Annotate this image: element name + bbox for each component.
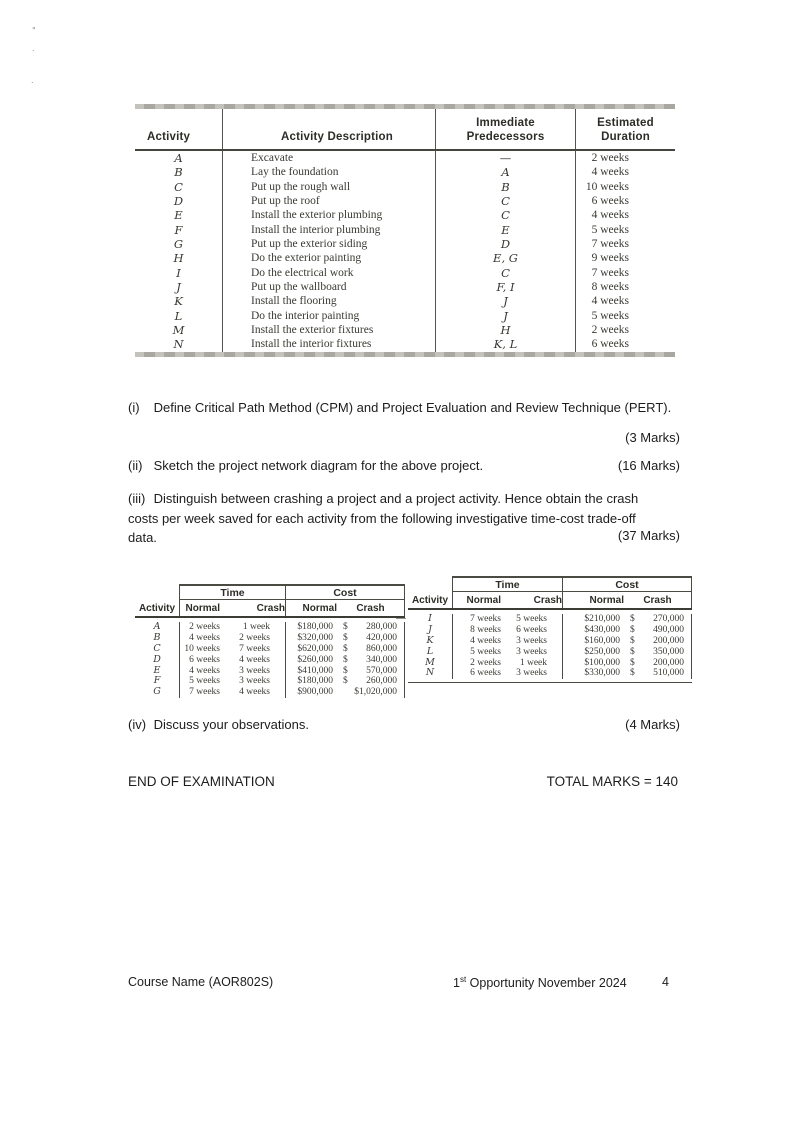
group-header-row bbox=[408, 576, 692, 592]
time-normal-cell: 6 weeks bbox=[452, 668, 508, 679]
table-row bbox=[135, 280, 675, 294]
description-cell: Do the interior painting bbox=[222, 309, 435, 323]
scan-speck: " bbox=[32, 26, 36, 35]
description-cell: Put up the exterior siding bbox=[222, 237, 435, 251]
table-row bbox=[408, 647, 692, 658]
cost-crash-value: 860,000 bbox=[366, 643, 397, 654]
time-crash-cell: 5 weeks bbox=[516, 614, 547, 624]
header-predecessors bbox=[435, 109, 575, 149]
time-normal-cell: 5 weeks bbox=[179, 676, 227, 687]
cost-normal-cell: $180,000 bbox=[285, 676, 337, 687]
time-crash-cell: 4 weeks bbox=[239, 687, 270, 698]
table-row bbox=[408, 668, 692, 679]
predecessors-cell: H bbox=[435, 323, 575, 337]
description-cell: Lay the foundation bbox=[222, 165, 435, 179]
time-crash-cell: 3 weeks bbox=[239, 676, 270, 687]
table-row bbox=[135, 151, 675, 165]
table-row bbox=[135, 655, 405, 666]
activity-cell: B bbox=[174, 165, 183, 180]
header-label: Activity Description bbox=[281, 131, 393, 143]
header-cost-crash: Crash bbox=[624, 592, 692, 608]
header-time-crash: Crash bbox=[533, 595, 562, 606]
group-time: Time bbox=[179, 584, 285, 600]
dollar-sign: $ bbox=[343, 676, 348, 687]
activity-cell: G bbox=[173, 237, 184, 252]
cost-crash-value: 200,000 bbox=[653, 657, 684, 668]
cost-crash-cell bbox=[337, 633, 405, 644]
total-marks-text: TOTAL MARKS = 140 bbox=[546, 774, 678, 789]
activity-cell: M bbox=[425, 656, 435, 668]
question-iv bbox=[128, 717, 309, 732]
group-cost: Cost bbox=[285, 584, 405, 600]
time-crash-cell: 3 weeks bbox=[516, 635, 547, 646]
activity-cell: C bbox=[153, 642, 161, 654]
time-normal-cell: 8 weeks bbox=[452, 625, 508, 636]
group-spacer bbox=[408, 576, 452, 592]
duration-cell: 6 weeks bbox=[575, 194, 675, 208]
header-label: Activity bbox=[147, 131, 191, 143]
header-time-normal: Normal bbox=[452, 592, 508, 608]
dollar-sign: $ bbox=[630, 668, 635, 679]
description-cell: Excavate bbox=[222, 151, 435, 165]
description-cell: Put up the roof bbox=[222, 194, 435, 208]
activity-cell: J bbox=[176, 280, 181, 295]
activity-cell: N bbox=[173, 337, 184, 352]
crash-table-left bbox=[135, 584, 405, 698]
table-row bbox=[135, 194, 675, 208]
activity-cell: F bbox=[153, 675, 161, 687]
time-normal-cell: 2 weeks bbox=[452, 658, 508, 669]
header-cost-normal: Normal bbox=[562, 592, 624, 608]
activity-cell: K bbox=[174, 294, 183, 309]
cost-normal-cell: $900,000 bbox=[285, 687, 337, 698]
description-cell: Do the electrical work bbox=[222, 266, 435, 280]
time-crash-cell: 6 weeks bbox=[516, 624, 547, 635]
question-label: (iv) bbox=[128, 717, 147, 732]
end-of-examination-text: END OF EXAMINATION bbox=[128, 774, 275, 789]
cost-normal-cell: $410,000 bbox=[285, 666, 337, 677]
cost-normal-cell: $260,000 bbox=[285, 655, 337, 666]
question-label: (iii) bbox=[128, 491, 146, 506]
predecessors-cell: E, G bbox=[435, 251, 575, 265]
group-header-row bbox=[135, 584, 405, 600]
question-iii bbox=[128, 489, 638, 548]
table-row bbox=[135, 622, 405, 633]
opportunity-number: 1 bbox=[453, 976, 460, 991]
table-row bbox=[135, 237, 675, 251]
cost-crash-value: $1,020,000 bbox=[354, 687, 397, 698]
time-normal-cell: 4 weeks bbox=[452, 636, 508, 647]
question-label: (i) bbox=[128, 400, 140, 415]
activity-cell: A bbox=[174, 151, 183, 165]
dollar-sign: $ bbox=[630, 614, 635, 624]
question-line: data. bbox=[128, 530, 157, 545]
header-activity bbox=[135, 109, 222, 149]
table-row bbox=[135, 633, 405, 644]
crash-table-right-body bbox=[408, 610, 692, 683]
predecessors-cell: J bbox=[435, 294, 575, 308]
cost-crash-value: 420,000 bbox=[366, 632, 397, 643]
cost-crash-value: 260,000 bbox=[366, 676, 397, 687]
dollar-sign: $ bbox=[343, 632, 348, 643]
sub-header-row bbox=[408, 592, 692, 610]
dollar-sign: $ bbox=[630, 624, 635, 635]
table-row bbox=[135, 294, 675, 308]
precedence-table-header bbox=[135, 109, 675, 151]
crash-table-left-body bbox=[135, 618, 405, 698]
scan-dash-artifact: — bbox=[396, 613, 406, 624]
sub-header-row bbox=[135, 600, 405, 618]
time-normal-cell: 7 weeks bbox=[452, 614, 508, 625]
dollar-sign: $ bbox=[630, 646, 635, 657]
table-row bbox=[408, 658, 692, 669]
duration-cell: 4 weeks bbox=[575, 294, 675, 308]
question-line: costs per week saved for each activity from the following investigative time-cost trade-off bbox=[128, 510, 636, 526]
table-row bbox=[135, 223, 675, 237]
table-row bbox=[135, 251, 675, 265]
predecessors-cell: D bbox=[435, 237, 575, 251]
duration-cell: 5 weeks bbox=[575, 223, 675, 237]
activity-cell: G bbox=[153, 686, 161, 698]
table-row bbox=[135, 687, 405, 698]
table-row bbox=[135, 266, 675, 280]
time-crash-cell: 1 week bbox=[242, 622, 270, 632]
cost-crash-cell bbox=[337, 676, 405, 687]
table-row bbox=[135, 165, 675, 179]
header-label: Predecessors bbox=[466, 131, 545, 143]
activity-cell: M bbox=[172, 323, 185, 338]
cost-normal-cell: $210,000 bbox=[562, 614, 624, 625]
predecessors-cell: J bbox=[435, 309, 575, 323]
group-time: Time bbox=[452, 576, 562, 592]
footer-opportunity bbox=[453, 975, 627, 990]
description-cell: Install the exterior plumbing bbox=[222, 208, 435, 222]
cost-normal-cell: $250,000 bbox=[562, 647, 624, 658]
header-activity: Activity bbox=[411, 595, 449, 606]
duration-cell: 8 weeks bbox=[575, 280, 675, 294]
predecessors-cell: — bbox=[435, 151, 575, 165]
dollar-sign: $ bbox=[343, 665, 348, 676]
time-normal-cell: 6 weeks bbox=[179, 655, 227, 666]
duration-cell: 9 weeks bbox=[575, 251, 675, 265]
time-crash-cell: 7 weeks bbox=[239, 643, 270, 654]
table-bottom-rule bbox=[135, 352, 675, 357]
dollar-sign: $ bbox=[343, 622, 348, 632]
activity-cell: E bbox=[174, 208, 183, 223]
cost-crash-value: 200,000 bbox=[653, 635, 684, 646]
question-line bbox=[128, 489, 638, 509]
cost-crash-value: 280,000 bbox=[366, 622, 397, 632]
activity-cell: L bbox=[426, 645, 434, 657]
table-row bbox=[135, 337, 675, 351]
header-cost-normal: Normal bbox=[285, 600, 337, 616]
activity-cell: I bbox=[428, 613, 432, 624]
dollar-sign: $ bbox=[343, 643, 348, 654]
time-crash-cell: 4 weeks bbox=[239, 654, 270, 665]
duration-cell: 6 weeks bbox=[575, 337, 675, 351]
duration-cell: 2 weeks bbox=[575, 151, 675, 165]
cost-crash-cell bbox=[624, 647, 692, 658]
predecessors-cell: A bbox=[435, 165, 575, 179]
cost-crash-cell bbox=[337, 644, 405, 655]
activity-cell: D bbox=[153, 653, 161, 665]
table-row bbox=[135, 666, 405, 677]
cost-crash-cell bbox=[337, 622, 405, 633]
duration-cell: 5 weeks bbox=[575, 309, 675, 323]
time-normal-cell: 5 weeks bbox=[452, 647, 508, 658]
cost-crash-value: 340,000 bbox=[366, 654, 397, 665]
header-time-normal: Normal bbox=[179, 600, 227, 616]
time-crash-cell: 1 week bbox=[519, 657, 547, 668]
predecessors-cell: E bbox=[435, 223, 575, 237]
activity-cell: D bbox=[173, 194, 184, 209]
table-row bbox=[135, 323, 675, 337]
activity-cell: C bbox=[174, 179, 183, 194]
marks-q1: (3 Marks) bbox=[625, 430, 680, 445]
table-row bbox=[408, 614, 692, 625]
cost-normal-cell: $430,000 bbox=[562, 625, 624, 636]
cost-crash-value: 270,000 bbox=[653, 614, 684, 624]
header-label: Estimated bbox=[597, 117, 654, 129]
time-crash-cell: 3 weeks bbox=[516, 668, 547, 679]
cost-crash-cell bbox=[337, 655, 405, 666]
header-description bbox=[222, 109, 435, 149]
predecessors-cell: C bbox=[435, 194, 575, 208]
cost-normal-cell: $180,000 bbox=[285, 622, 337, 633]
table-row bbox=[135, 644, 405, 655]
activity-cell: F bbox=[174, 222, 183, 237]
question-ii bbox=[128, 458, 483, 473]
predecessors-cell: C bbox=[435, 266, 575, 280]
scan-speck: . bbox=[32, 44, 35, 53]
cost-crash-cell bbox=[337, 687, 405, 698]
dollar-sign: $ bbox=[630, 635, 635, 646]
table-row bbox=[408, 625, 692, 636]
predecessors-cell: B bbox=[435, 180, 575, 194]
footer-course-name: Course Name (AOR802S) bbox=[128, 975, 274, 989]
description-cell: Install the interior plumbing bbox=[222, 223, 435, 237]
question-text: Define Critical Path Method (CPM) and Project Evaluation and Review Technique (PERT). bbox=[153, 400, 672, 415]
marks-q3: (37 Marks) bbox=[617, 528, 680, 543]
activity-cell: A bbox=[153, 621, 161, 632]
cost-crash-cell bbox=[624, 625, 692, 636]
duration-cell: 7 weeks bbox=[575, 266, 675, 280]
cost-normal-cell: $330,000 bbox=[562, 668, 624, 679]
duration-cell: 7 weeks bbox=[575, 237, 675, 251]
cost-crash-value: 490,000 bbox=[653, 624, 684, 635]
time-normal-cell: 4 weeks bbox=[179, 633, 227, 644]
marks-q2: (16 Marks) bbox=[617, 458, 680, 473]
description-cell: Put up the rough wall bbox=[222, 180, 435, 194]
cost-crash-cell bbox=[337, 666, 405, 677]
cost-normal-cell: $320,000 bbox=[285, 633, 337, 644]
table-row bbox=[135, 180, 675, 194]
header-duration bbox=[575, 109, 675, 149]
opportunity-text: Opportunity November 2024 bbox=[466, 976, 627, 991]
header-label: Immediate bbox=[476, 117, 535, 129]
cost-normal-cell: $100,000 bbox=[562, 658, 624, 669]
footer-page-number: 4 bbox=[662, 975, 669, 989]
table-row bbox=[135, 208, 675, 222]
cost-normal-cell: $160,000 bbox=[562, 636, 624, 647]
predecessors-cell: F, I bbox=[435, 280, 575, 294]
time-crash-cell: 3 weeks bbox=[516, 646, 547, 657]
header-time-crash: Crash bbox=[256, 603, 285, 614]
time-normal-cell: 4 weeks bbox=[179, 666, 227, 677]
cost-crash-cell bbox=[624, 658, 692, 669]
activity-cell: B bbox=[153, 631, 161, 643]
group-cost: Cost bbox=[562, 576, 692, 592]
cost-normal-cell: $620,000 bbox=[285, 644, 337, 655]
header-activity: Activity bbox=[138, 603, 176, 614]
opportunity-ordinal: st bbox=[459, 975, 467, 984]
description-cell: Do the exterior painting bbox=[222, 251, 435, 265]
time-crash-cell: 3 weeks bbox=[239, 665, 270, 676]
table-row bbox=[135, 309, 675, 323]
question-text: Discuss your observations. bbox=[153, 717, 309, 732]
cost-crash-cell bbox=[624, 614, 692, 625]
description-cell: Install the flooring bbox=[222, 294, 435, 308]
duration-cell: 4 weeks bbox=[575, 165, 675, 179]
activity-cell: N bbox=[425, 667, 435, 679]
description-cell: Install the exterior fixtures bbox=[222, 323, 435, 337]
time-normal-cell: 10 weeks bbox=[179, 644, 227, 655]
activity-cell: I bbox=[176, 265, 181, 280]
time-crash-cell: 2 weeks bbox=[239, 632, 270, 643]
dollar-sign: $ bbox=[343, 654, 348, 665]
precedence-table-body bbox=[135, 151, 675, 352]
marks-q4: (4 Marks) bbox=[625, 717, 680, 732]
duration-cell: 10 weeks bbox=[575, 180, 675, 194]
time-normal-cell: 2 weeks bbox=[179, 622, 227, 633]
table-row bbox=[408, 636, 692, 647]
activity-cell: E bbox=[153, 664, 161, 676]
dollar-sign: $ bbox=[630, 657, 635, 668]
crash-table-right bbox=[408, 576, 692, 683]
activity-cell: L bbox=[174, 308, 183, 323]
cost-crash-cell bbox=[624, 668, 692, 679]
duration-cell: 2 weeks bbox=[575, 323, 675, 337]
activity-cell: K bbox=[426, 634, 434, 646]
activity-cell: H bbox=[173, 251, 184, 266]
header-label: Duration bbox=[601, 131, 650, 143]
precedence-table bbox=[135, 104, 675, 357]
question-text: Sketch the project network diagram for the above project. bbox=[153, 458, 484, 473]
header-cost-crash: Crash bbox=[337, 600, 405, 616]
question-label: (ii) bbox=[128, 458, 143, 473]
description-cell: Put up the wallboard bbox=[222, 280, 435, 294]
question-text: Distinguish between crashing a project and a project activity. Hence obtain the crash bbox=[153, 491, 639, 506]
group-spacer bbox=[135, 584, 179, 600]
duration-cell: 4 weeks bbox=[575, 208, 675, 222]
predecessors-cell: K, L bbox=[435, 337, 575, 351]
predecessors-cell: C bbox=[435, 208, 575, 222]
scan-speck: . bbox=[31, 76, 34, 85]
time-normal-cell: 7 weeks bbox=[179, 687, 227, 698]
table-row bbox=[135, 676, 405, 687]
description-cell: Install the interior fixtures bbox=[222, 337, 435, 351]
cost-crash-cell bbox=[624, 636, 692, 647]
cost-crash-value: 510,000 bbox=[653, 668, 684, 679]
question-i bbox=[128, 400, 671, 415]
activity-cell: J bbox=[428, 623, 432, 635]
cost-crash-value: 570,000 bbox=[366, 665, 397, 676]
cost-crash-value: 350,000 bbox=[653, 646, 684, 657]
